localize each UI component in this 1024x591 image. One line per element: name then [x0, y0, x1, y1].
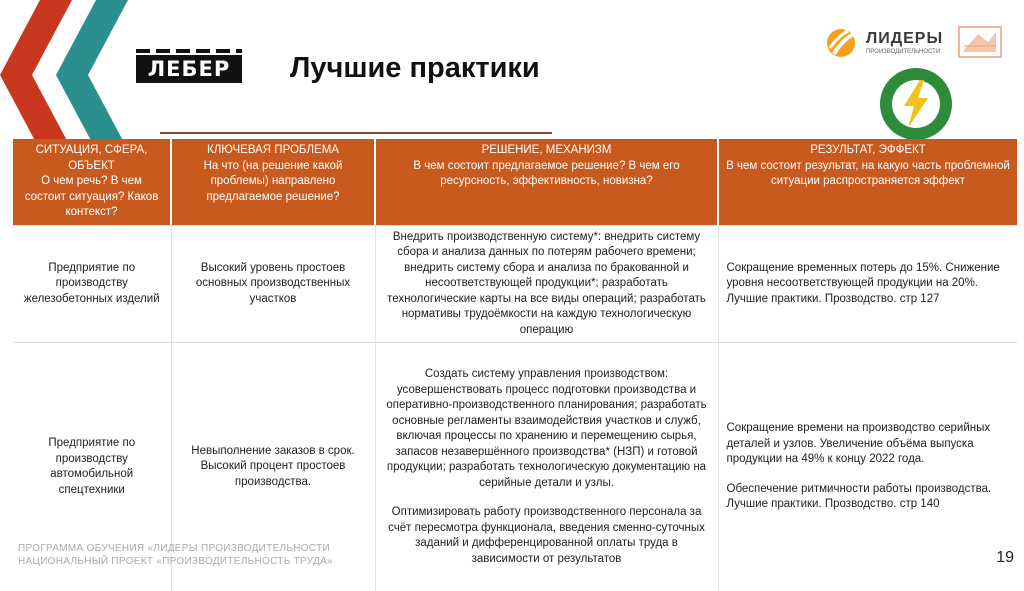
leber-logo: [136, 55, 242, 83]
result-cell: Сокращение временных потерь до 15%. Снижение уровня несоответствующей продукции на 20%. Лучшие практики. Прозводство. стр 127: [718, 225, 1017, 343]
leaders-brand-logo: [824, 26, 943, 60]
new-leaders-badge-icon: [878, 66, 954, 142]
problem-cell: Невыполнение заказов в срок. Высокий процент простоев производства.: [171, 343, 375, 591]
column-subtitle: О чем речь? В чем состоит ситуация? Каков контекст?: [24, 175, 159, 219]
brand-subtitle: ПРОИЗВОДИТЕЛЬНОСТИ: [866, 49, 941, 55]
title-divider: [160, 132, 552, 134]
column-title: КЛЮЧЕВАЯ ПРОБЛЕМА: [207, 144, 339, 156]
solution-cell: [375, 343, 718, 591]
footer-line-2: НАЦИОНАЛЬНЫЙ ПРОЕКТ «ПРОИЗВОДИТЕЛЬНОСТЬ ТРУДА»: [18, 556, 333, 567]
result-text: Сокращение времени на производство серийных деталей и узлов. Увеличение объёма выпуска продукции на 49% к концу 2022 года.: [726, 422, 991, 466]
result-text-2: Обеспечение ритмичности работы производства. Лучшие практики. Прозводство. стр 140: [726, 482, 992, 511]
column-header-result: [718, 139, 1017, 225]
column-title: РЕШЕНИЕ, МЕХАНИЗМ: [481, 144, 612, 156]
best-practices-table: [13, 139, 1017, 591]
page-number: 19: [996, 549, 1014, 566]
solution-cell: Внедрить производственную систему*: внедрить систему сбора и анализа данных по потерям рабочего времени; внедрить систему сбора и анализа по бракованной и несоответствующей продукции*; разработать технологические карты на все виды операций; разработать нормативы трудоёмкости на каждую технологическую операцию: [375, 225, 718, 343]
column-subtitle: В чем состоит результат, на какую часть проблемной ситуации распространяется эффект: [726, 159, 1010, 188]
column-header-solution: [375, 139, 718, 225]
page-title: Лучшие практики: [290, 52, 540, 84]
column-header-problem: [171, 139, 375, 225]
solution-text-2: Оптимизировать работу производственного персонала за счёт пересмотра функционала, введения сменно-суточных заданий и дифференцированной оплаты труда в зависимости от результатов: [388, 506, 705, 565]
problem-cell: Высокий уровень простоев основных производственных участков: [171, 225, 375, 343]
sun-logo-icon: [824, 26, 858, 60]
brand-name: ЛИДЕРЫ: [866, 30, 944, 47]
situation-cell: Предприятие по производству железобетонных изделий: [13, 225, 171, 343]
footer: [18, 542, 333, 568]
result-cell: [718, 343, 1017, 591]
table-row: [13, 225, 1017, 343]
column-title: СИТУАЦИЯ, СФЕРА, ОБЪЕКТ: [35, 144, 148, 172]
table-header-row: [13, 139, 1017, 225]
leber-logo-text: ЛЕБЕР: [147, 57, 231, 81]
column-subtitle: На что (на решение какой проблемы) направлено предлагаемое решение?: [203, 159, 343, 203]
solution-text: Создать систему управления производством: усовершенствовать процесс подготовки производства и оперативно-производственного планирования; разработать основные регламенты взаимодействия участков и служб, включая процессы по хранению и перемещению сырья, запасов незавершённого производства* (НЗП) и готовой продукции; разработать технологическую документацию на серийные детали и узлы.: [386, 368, 707, 489]
column-subtitle: В чем состоит предлагаемое решение? В чем его ресурсность, эффективность, новизна?: [413, 159, 680, 188]
footer-line-1: ПРОГРАММА ОБУЧЕНИЯ «ЛИДЕРЫ ПРОИЗВОДИТЕЛЬНОСТИ: [18, 543, 330, 554]
situation-cell: Предприятие по производству автомобильной спецтехники: [13, 343, 171, 591]
column-header-situation: [13, 139, 171, 225]
column-title: РЕЗУЛЬТАТ, ЭФФЕКТ: [810, 144, 926, 156]
project-badge-icon: [958, 26, 1002, 58]
